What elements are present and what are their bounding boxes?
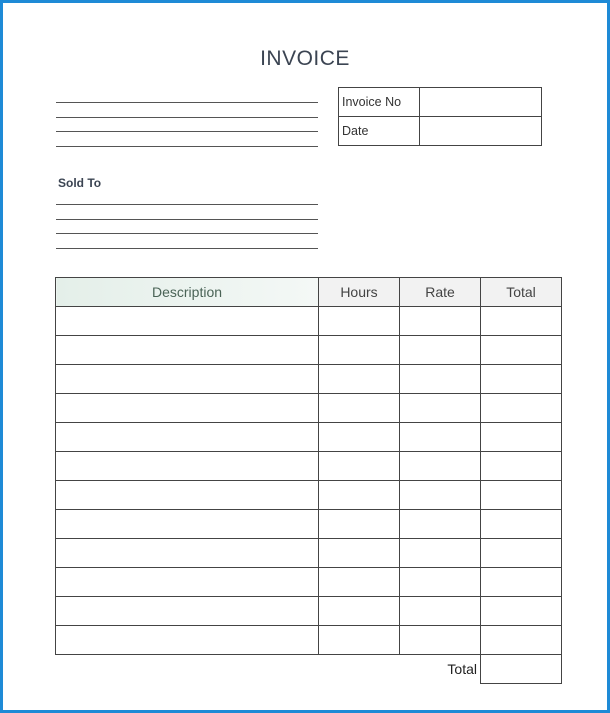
total-cell[interactable] xyxy=(481,452,562,481)
table-row xyxy=(56,336,562,365)
description-cell[interactable] xyxy=(56,510,319,539)
grand-total-label: Total xyxy=(447,661,477,678)
rate-cell[interactable] xyxy=(400,365,481,394)
line-items-table xyxy=(55,277,562,684)
total-cell[interactable] xyxy=(481,394,562,423)
hours-cell[interactable] xyxy=(319,626,400,655)
total-cell[interactable] xyxy=(481,336,562,365)
hours-cell[interactable] xyxy=(319,481,400,510)
hours-cell[interactable] xyxy=(319,336,400,365)
invoice-no-field[interactable] xyxy=(420,88,542,117)
rate-cell[interactable] xyxy=(400,597,481,626)
column-header-hours: Hours xyxy=(319,278,400,307)
hours-cell[interactable] xyxy=(319,365,400,394)
date-field[interactable] xyxy=(420,117,542,146)
sold-to-line[interactable] xyxy=(56,204,318,205)
total-cell[interactable] xyxy=(481,365,562,394)
from-line[interactable] xyxy=(56,117,318,118)
rate-cell[interactable] xyxy=(400,568,481,597)
hours-cell[interactable] xyxy=(319,394,400,423)
description-cell[interactable] xyxy=(56,423,319,452)
column-header-rate: Rate xyxy=(400,278,481,307)
rate-cell[interactable] xyxy=(400,452,481,481)
rate-cell[interactable] xyxy=(400,423,481,452)
total-cell[interactable] xyxy=(481,481,562,510)
rate-cell[interactable] xyxy=(400,539,481,568)
rate-cell[interactable] xyxy=(400,510,481,539)
table-row xyxy=(56,626,562,655)
invoice-meta-table xyxy=(338,87,542,146)
hours-cell[interactable] xyxy=(319,307,400,336)
description-cell[interactable] xyxy=(56,336,319,365)
grand-total-row xyxy=(56,655,562,684)
total-cell[interactable] xyxy=(481,626,562,655)
rate-cell[interactable] xyxy=(400,626,481,655)
column-header-total: Total xyxy=(481,278,562,307)
hours-cell[interactable] xyxy=(319,568,400,597)
rate-cell[interactable] xyxy=(400,481,481,510)
description-cell[interactable] xyxy=(56,568,319,597)
hours-cell[interactable] xyxy=(319,539,400,568)
rate-cell[interactable] xyxy=(400,394,481,423)
total-cell[interactable] xyxy=(481,423,562,452)
table-row xyxy=(56,452,562,481)
rate-cell[interactable] xyxy=(400,307,481,336)
sold-to-line[interactable] xyxy=(56,233,318,234)
description-cell[interactable] xyxy=(56,539,319,568)
table-row xyxy=(56,568,562,597)
table-row xyxy=(56,597,562,626)
table-row xyxy=(56,539,562,568)
table-header-row xyxy=(56,278,562,307)
description-cell[interactable] xyxy=(56,452,319,481)
total-cell[interactable] xyxy=(481,510,562,539)
total-cell[interactable] xyxy=(481,307,562,336)
table-row xyxy=(56,365,562,394)
hours-cell[interactable] xyxy=(319,452,400,481)
hours-cell[interactable] xyxy=(319,510,400,539)
invoice-title: INVOICE xyxy=(260,47,350,70)
sold-to-line[interactable] xyxy=(56,219,318,220)
from-line[interactable] xyxy=(56,102,318,103)
from-line[interactable] xyxy=(56,146,318,147)
hours-cell[interactable] xyxy=(319,597,400,626)
sold-to-line[interactable] xyxy=(56,248,318,249)
from-line[interactable] xyxy=(56,131,318,132)
rate-cell[interactable] xyxy=(400,336,481,365)
date-label: Date xyxy=(339,117,420,146)
table-row xyxy=(56,510,562,539)
table-row xyxy=(56,394,562,423)
sold-to-label: Sold To xyxy=(58,176,102,190)
description-cell[interactable] xyxy=(56,597,319,626)
total-cell[interactable] xyxy=(481,597,562,626)
description-cell[interactable] xyxy=(56,481,319,510)
grand-total-field[interactable] xyxy=(481,655,562,684)
hours-cell[interactable] xyxy=(319,423,400,452)
description-cell[interactable] xyxy=(56,307,319,336)
description-cell[interactable] xyxy=(56,394,319,423)
table-row xyxy=(56,423,562,452)
description-cell[interactable] xyxy=(56,626,319,655)
total-cell[interactable] xyxy=(481,568,562,597)
table-row xyxy=(56,481,562,510)
table-row xyxy=(56,307,562,336)
total-cell[interactable] xyxy=(481,539,562,568)
invoice-no-label: Invoice No xyxy=(339,88,420,117)
description-cell[interactable] xyxy=(56,365,319,394)
column-header-description: Description xyxy=(56,278,319,307)
